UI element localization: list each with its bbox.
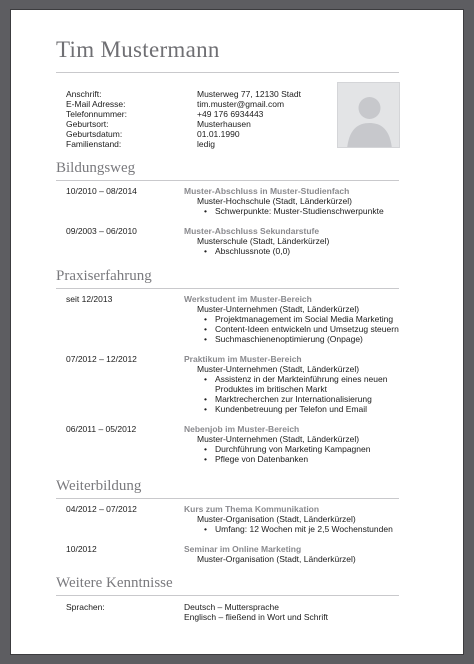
experience-company: Muster-Unternehmen (Stadt, Länderkürzel) (197, 364, 360, 374)
experience-bullet-continuation: Produktes im britischen Markt (215, 384, 327, 394)
experience-company: Muster-Unternehmen (Stadt, Länderkürzel) (197, 434, 360, 444)
skills-label-languages: Sprachen: (66, 602, 105, 612)
value-email[interactable]: tim.muster@gmail.com (197, 99, 285, 109)
experience-divider (56, 288, 399, 289)
section-title-skills: Weitere Kenntnisse (56, 575, 173, 591)
label-marital-status: Familienstand: (66, 139, 122, 149)
experience-title: Praktikum im Muster-Bereich (184, 354, 302, 364)
value-phone: +49 176 6934443 (197, 109, 264, 119)
label-email: E-Mail Adresse: (66, 99, 126, 109)
training-date: 10/2012 (66, 544, 97, 554)
training-organization: Muster-Organisation (Stadt, Länderkürzel) (197, 554, 356, 564)
experience-date: 07/2012 – 12/2012 (66, 354, 137, 364)
label-phone: Telefonnummer: (66, 109, 127, 119)
candidate-name: Tim Mustermann (56, 37, 220, 62)
experience-bullet: • Durchführung von Marketing Kampagnen (215, 444, 370, 454)
label-birthplace: Geburtsort: (66, 119, 109, 129)
education-date: 10/2010 – 08/2014 (66, 186, 137, 196)
education-divider (56, 180, 399, 181)
experience-bullet: • Suchmaschienenoptimierung (Onpage) (215, 334, 363, 344)
education-title: Muster-Abschluss Sekundarstufe (184, 226, 320, 236)
value-birthdate: 01.01.1990 (197, 129, 240, 139)
name-divider (56, 72, 399, 73)
training-title: Kurs zum Thema Kommunikation (184, 504, 320, 514)
experience-bullet: • Marktrecherchen zur Internationalisierung (215, 394, 372, 404)
education-date: 09/2003 – 06/2010 (66, 226, 137, 236)
experience-title: Werkstudent im Muster-Bereich (184, 294, 312, 304)
skills-language: Englisch – fließend in Wort und Schrift (184, 612, 328, 622)
experience-bullet: • Pflege von Datenbanken (215, 454, 308, 464)
training-title: Seminar im Online Marketing (184, 544, 302, 554)
education-bullet: • Schwerpunkte: Muster-Studienschwerpunkte (215, 206, 384, 216)
education-bullet: • Abschlussnote (0,0) (215, 246, 290, 256)
label-address: Anschrift: (66, 89, 102, 99)
experience-bullet: • Content-Ideen entwickeln und Umsetzug steuern (215, 324, 399, 334)
training-date: 04/2012 – 07/2012 (66, 504, 137, 514)
value-address: Musterweg 77, 12130 Stadt (197, 89, 301, 99)
experience-date: 06/2011 – 05/2012 (66, 424, 137, 434)
experience-date: seit 12/2013 (66, 294, 113, 304)
education-institution: Musterschule (Stadt, Länderkürzel) (197, 236, 330, 246)
label-birthdate: Geburtsdatum: (66, 129, 123, 139)
profile-photo (337, 82, 400, 148)
experience-bullet: • Kundenbetreuung per Telefon und Email (215, 404, 367, 414)
value-birthplace: Musterhausen (197, 119, 251, 129)
section-title-education: Bildungsweg (56, 160, 136, 176)
education-institution: Muster-Hochschule (Stadt, Länderkürzel) (197, 196, 352, 206)
skills-divider (56, 595, 399, 596)
training-divider (56, 498, 399, 499)
experience-company: Muster-Unternehmen (Stadt, Länderkürzel) (197, 304, 360, 314)
section-title-training: Weiterbildung (56, 478, 142, 494)
experience-title: Nebenjob im Muster-Bereich (184, 424, 300, 434)
training-bullet: • Umfang: 12 Wochen mit je 2,5 Wochenstunden (215, 524, 393, 534)
experience-bullet: • Assistenz in der Markteinführung eines neuen (215, 374, 387, 384)
section-title-experience: Praxiserfahrung (56, 268, 152, 284)
value-marital-status: ledig (197, 139, 215, 149)
skills-language: Deutsch – Muttersprache (184, 602, 279, 612)
training-organization: Muster-Organisation (Stadt, Länderkürzel) (197, 514, 356, 524)
experience-bullet: • Projektmanagement im Social Media Marketing (215, 314, 393, 324)
education-title: Muster-Abschluss in Muster-Studienfach (184, 186, 350, 196)
person-silhouette-icon (338, 83, 400, 148)
